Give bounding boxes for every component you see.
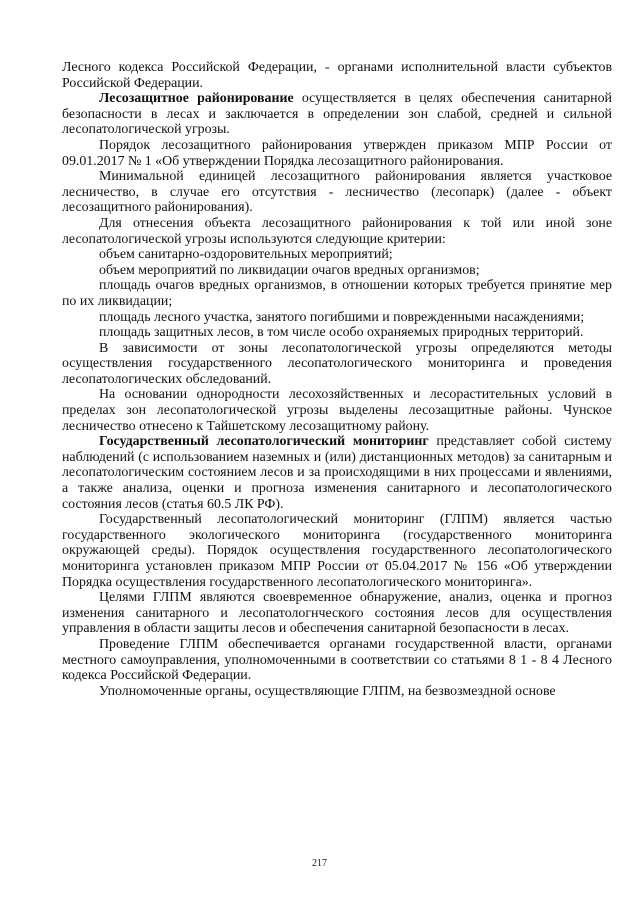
paragraph-text: В зависимости от зоны лесопатологической угрозы определяются методы осуществления государственного лесопатологического мониторинга и проведения лесопатологических обследований. [62, 340, 612, 387]
paragraph [62, 341, 612, 388]
paragraph-text: площадь защитных лесов, в том числе особо охраняемых природных территорий. [99, 325, 584, 341]
paragraph-heading: Государственный лесопатологический мониторинг [99, 434, 429, 450]
paragraph [62, 91, 612, 138]
paragraph [62, 590, 612, 637]
paragraph [62, 637, 612, 684]
list-item [62, 247, 612, 263]
document-body [62, 60, 612, 699]
list-item [62, 263, 612, 279]
paragraph-heading: Лесозащитное районирование [99, 91, 294, 107]
paragraph-text: представляет собой систему наблюдений (с использованием наземных и (или) дистанционных методов) за санитарным и лесопатологическим состоянием лесов и за происходящими в них процессами и явлениями, а также анализа, оценки и прогноза изменения санитарного и лесопатологического состояния лесов (статья 60.5 ЛК РФ). [62, 434, 612, 512]
paragraph-text: Проведение ГЛПМ обеспечивается органами государственной власти, органами местного самоуправления, уполномоченными в соответствии со статьями 8 1 - 8 4 Лесного кодекса Российской Федерации. [62, 636, 612, 684]
paragraph-text: площадь лесного участка, занятого погибшими и поврежденными насаждениями; [99, 309, 585, 325]
paragraph [62, 60, 612, 91]
paragraph-text: Уполномоченные органы, осуществляющие ГЛПМ, на безвозмездной основе [99, 683, 556, 699]
paragraph [62, 512, 612, 590]
paragraph [62, 169, 612, 216]
paragraph [62, 138, 612, 169]
list-item [62, 310, 612, 326]
paragraph-text: объем мероприятий по ликвидации очагов вредных организмов; [99, 262, 480, 278]
paragraph-text: Для отнесения объекта лесозащитного районирования к той или иной зоне лесопатологической угрозы используются следующие критерии: [62, 215, 612, 247]
paragraph-text: Порядок лесозащитного районирования утвержден приказом МПР России от 09.01.2017 № 1 «Об утверждении Порядка лесозащитного районирования. [62, 137, 612, 169]
paragraph-text: На основании однородности лесохозяйственных и лесорастительных условий в пределах зон лесопатологической угрозы выделены лесозащитные районы. Чунское лесничество отнесено к Тайшетскому лесозащитному району. [62, 387, 612, 434]
paragraph [62, 216, 612, 247]
paragraph-text: Целями ГЛПМ являются своевременное обнаружение, анализ, оценка и прогноз изменения санитарного и лесопатологнческого состояния лесов для осуществления управления в области защиты лесов и обеспечения санитарной безопасности в лесах. [62, 590, 612, 637]
paragraph-text: осуществляется в целях обеспечения санитарной безопасности в лесах и заключается в определении зон слабой, средней и сильной лесопатологической угрозы. [62, 91, 612, 138]
paragraph [62, 434, 612, 512]
paragraph-text: Государственный лесопатологический мониторинг (ГЛПМ) является частью государственного экологического мониторинга (государственного мониторинга окружающей среды). Порядок осуществления государственного лесопатологического мониторинга установлен приказом МПР России от 05.04.2017 № 156 «Об утверждении Порядка осуществления государственного лесопатологического мониторинга». [62, 512, 612, 590]
paragraph-text: объем санитарно-оздоровительных мероприятий; [99, 247, 393, 263]
paragraph-text: площадь очагов вредных организмов, в отношении которых требуется принятие мер по их ликвидации; [62, 278, 612, 309]
list-item [62, 278, 612, 309]
paragraph-text: Лесного кодекса Российской Федерации, - органами исполнительной власти субъектов Российской Федерации. [62, 60, 612, 91]
paragraph-text: Минимальной единицей лесозащитного районирования является участковое лесничество, в случае его отсутствия - лесничество (лесопарк) (далее - объект лесозащитного районирования). [62, 169, 612, 216]
paragraph [62, 387, 612, 434]
list-item [62, 325, 612, 341]
paragraph [62, 684, 612, 700]
page-number: 217 [312, 858, 327, 869]
